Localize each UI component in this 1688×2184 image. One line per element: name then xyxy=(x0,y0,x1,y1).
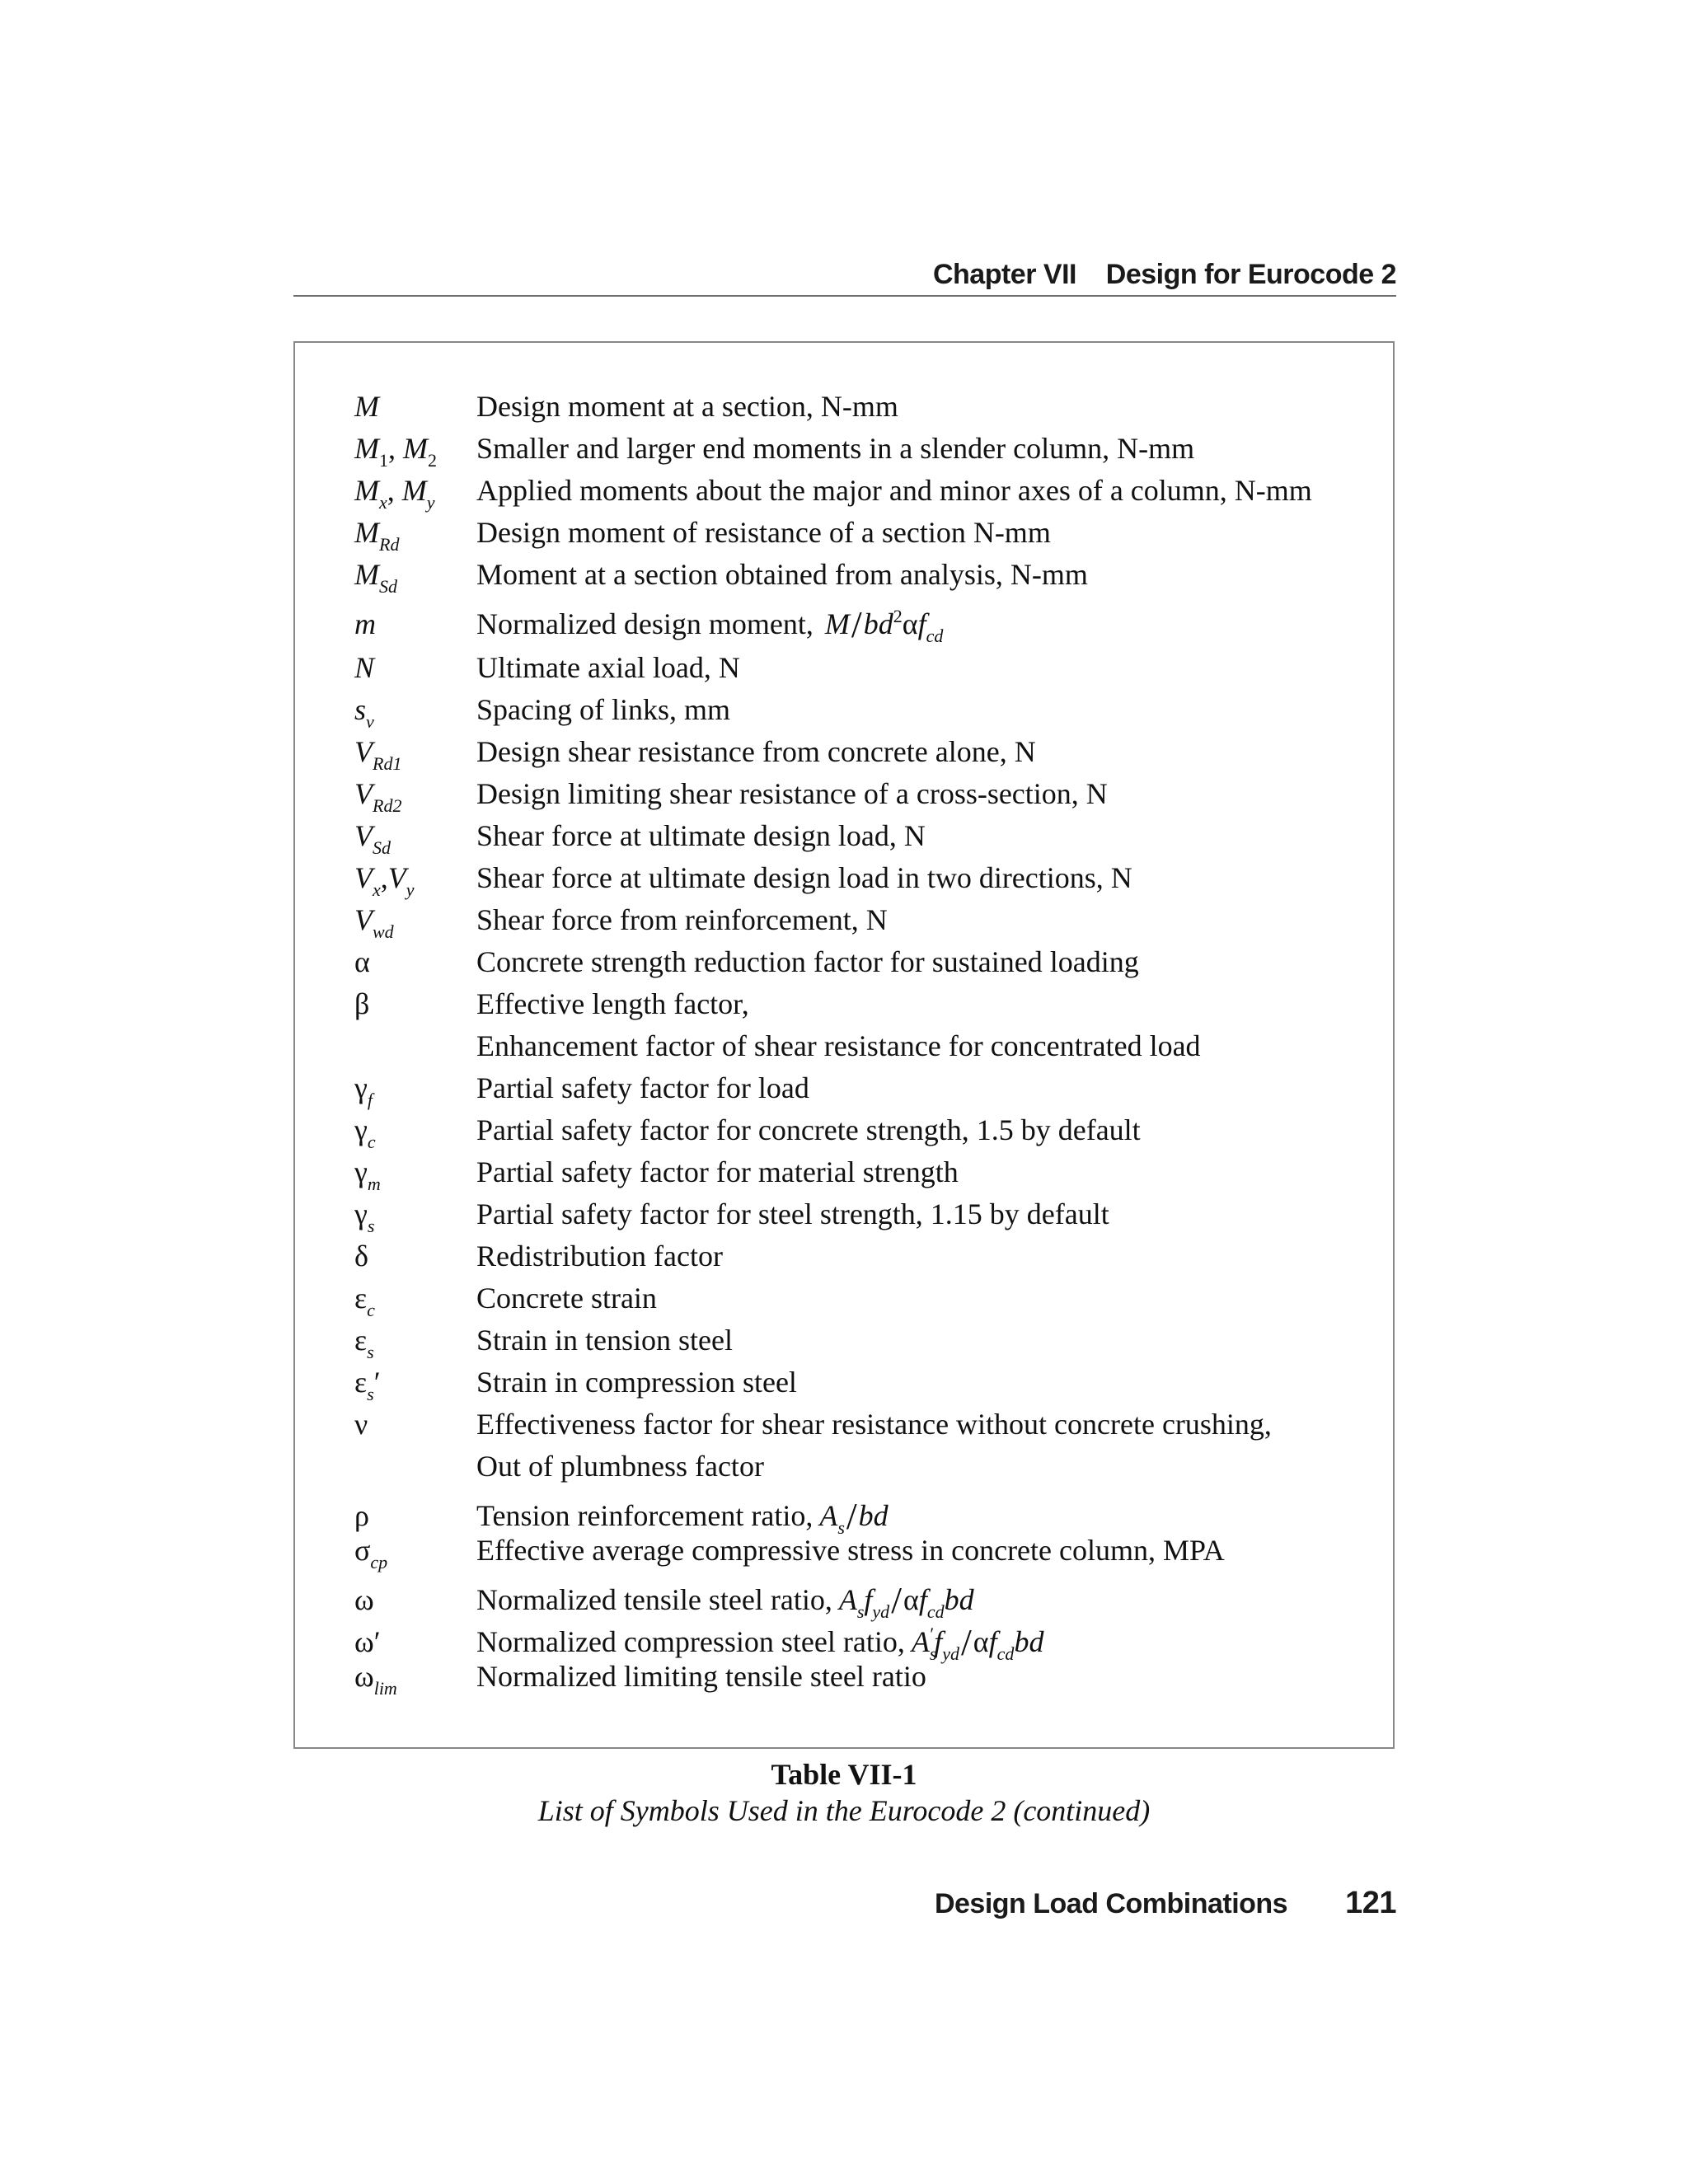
symbol-row xyxy=(354,1071,1376,1113)
symbol: $\varepsilon_s$ xyxy=(354,1324,374,1362)
symbol: ω xyxy=(354,1583,374,1616)
symbol: $M_{Sd}$ xyxy=(354,558,397,597)
symbol-row xyxy=(354,1029,1376,1071)
formula: $A_sf_{yd}/\alpha f_{cd}bd$ xyxy=(838,1579,974,1622)
symbol: $M_x$, $M_y$ xyxy=(354,474,435,513)
symbol-row xyxy=(354,987,1376,1029)
symbol-row xyxy=(354,599,1376,650)
symbol-description: Ultimate axial load, N xyxy=(476,651,740,684)
running-footer xyxy=(935,1886,1396,1921)
symbol-description: Smaller and larger end moments in a slender column, N-mm xyxy=(476,432,1195,465)
symbol-description: Design moment at a section, N-mm xyxy=(476,390,898,423)
symbol-description: Normalized compression steel ratio, $A_s'f_{yd}/\alpha f_{cd}bd$ xyxy=(476,1621,1044,1664)
symbol: $s_v$ xyxy=(354,693,374,732)
symbol-list xyxy=(354,389,1376,1701)
symbol: $V_{Rd2}$ xyxy=(354,777,402,816)
symbol: $\gamma_c$ xyxy=(354,1113,376,1152)
symbol-row xyxy=(354,1407,1376,1449)
symbol-row xyxy=(354,1155,1376,1197)
symbol-description: Tension reinforcement ratio, $A_s/bd$ xyxy=(476,1495,889,1538)
symbol-description: Shear force at ultimate design load, N xyxy=(476,819,926,852)
symbol-description: Shear force at ultimate design load in two directions, N xyxy=(476,861,1132,894)
symbol-description: Partial safety factor for material strength xyxy=(476,1155,959,1188)
symbol-row xyxy=(354,734,1376,776)
symbol: $M_1$, $M_2$ xyxy=(354,432,437,471)
symbol: α xyxy=(354,945,370,978)
symbol: $V_x,V_y$ xyxy=(354,861,415,900)
symbol: $\sigma_{cp}$ xyxy=(354,1534,388,1572)
symbol-description: Concrete strength reduction factor for sustained loading xyxy=(476,945,1139,978)
symbol: β xyxy=(354,987,370,1020)
symbol-row xyxy=(354,1491,1376,1538)
symbol-row xyxy=(354,1239,1376,1281)
formula: $A_s/bd$ xyxy=(819,1495,889,1538)
header-rule xyxy=(293,295,1396,297)
symbol-row xyxy=(354,1449,1376,1491)
symbol-row xyxy=(354,692,1376,734)
symbol-description: Enhancement factor of shear resistance for concentrated load xyxy=(476,1029,1201,1062)
symbol-row xyxy=(354,1113,1376,1155)
symbol-description: Normalized limiting tensile steel ratio xyxy=(476,1660,926,1693)
symbol-description: Moment at a section obtained from analysis, N-mm xyxy=(476,558,1088,591)
symbol-description: Design moment of resistance of a section N-mm xyxy=(476,516,1051,549)
symbol-row xyxy=(354,473,1376,515)
symbol-row xyxy=(354,1323,1376,1365)
symbol-row xyxy=(354,1365,1376,1407)
table-caption-subtitle: List of Symbols Used in the Eurocode 2 (continued) xyxy=(537,1794,1151,1827)
symbol-row xyxy=(354,818,1376,860)
symbol: $\gamma_m$ xyxy=(354,1155,381,1194)
formula: $M/bd^2\alpha f_{cd}$ xyxy=(824,603,944,646)
symbol: ρ xyxy=(354,1499,369,1532)
symbol-description: Shear force from reinforcement, N xyxy=(476,903,888,936)
symbol-row xyxy=(354,860,1376,902)
symbol-row xyxy=(354,389,1376,431)
symbol-row xyxy=(354,944,1376,987)
running-header xyxy=(933,259,1396,291)
symbol: δ xyxy=(354,1240,368,1272)
symbol-row xyxy=(354,431,1376,473)
symbol-description: Out of plumbness factor xyxy=(476,1450,764,1483)
symbol-row xyxy=(354,1281,1376,1323)
symbol: $\varepsilon_c$ xyxy=(354,1282,375,1320)
symbol-description: Effective average compressive stress in concrete column, MPA xyxy=(476,1534,1225,1567)
symbol-row xyxy=(354,515,1376,557)
symbol: $\gamma_s$ xyxy=(354,1197,375,1236)
symbol-row xyxy=(354,1575,1376,1622)
symbols-table xyxy=(293,341,1395,1749)
symbol-description: Strain in compression steel xyxy=(476,1366,797,1399)
symbol: N xyxy=(354,651,375,684)
symbol-description: Normalized design moment, $M/bd^2\alpha f_{cd}$ xyxy=(476,603,944,646)
symbol: $\gamma_f$ xyxy=(354,1071,373,1110)
chapter-label: Chapter VII xyxy=(932,259,1076,290)
symbol-description: Effective length factor, xyxy=(476,987,749,1020)
symbol-row xyxy=(354,776,1376,818)
symbol-description: Design shear resistance from concrete alone, N xyxy=(476,735,1036,768)
symbol-row xyxy=(354,1197,1376,1239)
symbol: ν xyxy=(354,1408,368,1441)
symbol-row xyxy=(354,1617,1376,1664)
symbol-row xyxy=(354,650,1376,692)
chapter-title: Design for Eurocode 2 xyxy=(1105,259,1396,290)
symbol-description: Design limiting shear resistance of a cross-section, N xyxy=(476,777,1108,810)
symbol-row xyxy=(354,902,1376,944)
table-caption-title: Table VII-1 xyxy=(771,1758,917,1791)
symbol-description: Normalized tensile steel ratio, $A_sf_{yd}/\alpha f_{cd}bd$ xyxy=(476,1579,974,1622)
footer-section-title: Design Load Combinations xyxy=(934,1888,1288,1919)
symbol-description: Strain in tension steel xyxy=(476,1324,733,1357)
symbol: $V_{Sd}$ xyxy=(354,819,391,858)
symbol-description: Effectiveness factor for shear resistance without concrete crushing, xyxy=(476,1408,1272,1441)
symbol: $M_{Rd}$ xyxy=(354,516,400,555)
symbol-description: Redistribution factor xyxy=(476,1240,723,1272)
symbol-description: Concrete strain xyxy=(476,1282,657,1315)
symbol-description: Spacing of links, mm xyxy=(476,693,730,726)
symbol-row xyxy=(354,1659,1376,1701)
symbol: ω′ xyxy=(354,1625,381,1658)
symbol-description: Partial safety factor for concrete strength, 1.5 by default xyxy=(476,1113,1141,1146)
page-number: 121 xyxy=(1345,1886,1396,1920)
symbol-row xyxy=(354,1533,1376,1575)
symbol: $\varepsilon_s'$ xyxy=(354,1366,381,1404)
symbol-description: Applied moments about the major and minor axes of a column, N-mm xyxy=(476,474,1312,507)
symbol: $V_{wd}$ xyxy=(354,903,394,942)
symbol: $V_{Rd1}$ xyxy=(354,735,402,774)
symbol: $\omega_{lim}$ xyxy=(354,1660,397,1699)
symbol-description: Partial safety factor for load xyxy=(476,1071,809,1104)
formula: $A_s'f_{yd}/\alpha f_{cd}bd$ xyxy=(911,1621,1044,1664)
symbol: m xyxy=(354,607,376,640)
symbol-description: Partial safety factor for steel strength, 1.15 by default xyxy=(476,1197,1109,1230)
symbol-row xyxy=(354,557,1376,599)
symbol: M xyxy=(354,390,379,423)
